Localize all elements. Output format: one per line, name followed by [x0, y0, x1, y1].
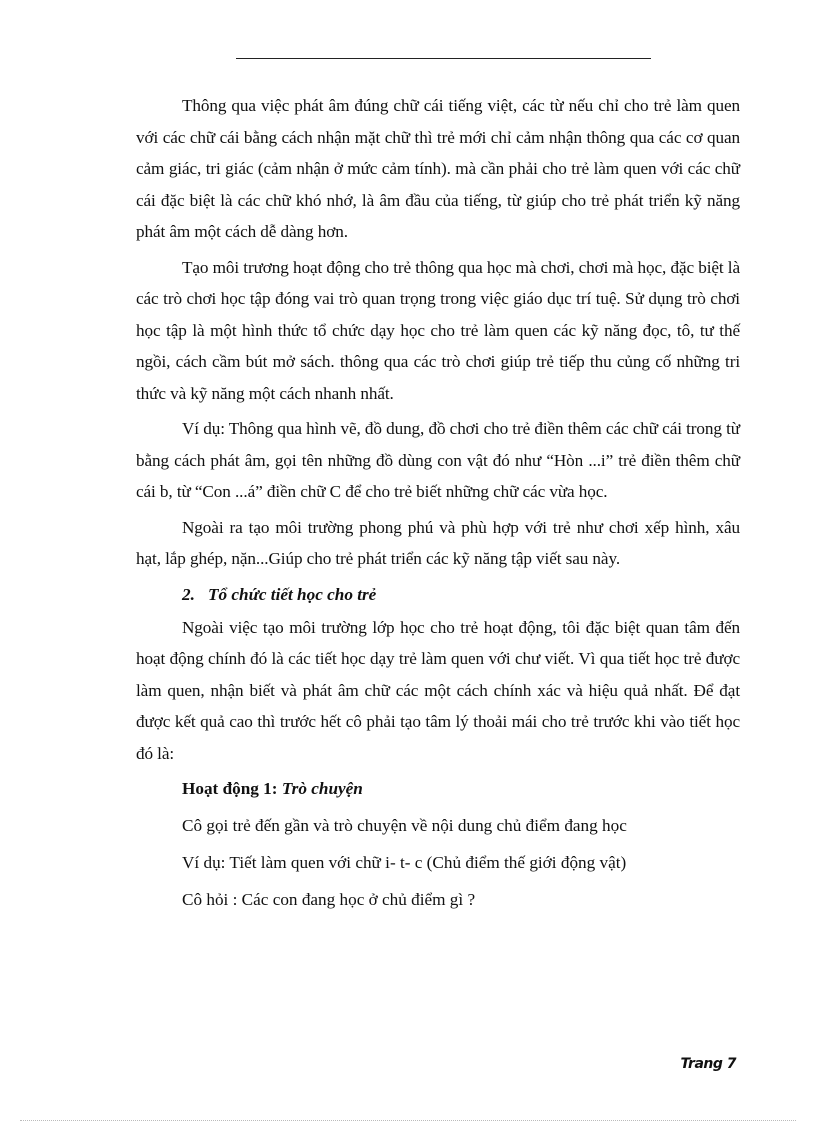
paragraph-environment: Tạo môi trương hoạt động cho trẻ thông qua học mà chơi, chơi mà học, đặc biệt là các trò chơi học tập đóng vai trò quan trọng trong việc giáo dục trí tuệ. Sử dụng trò chơi học tập là một hình thức tổ chức dạy học cho trẻ làm quen các kỹ năng đọc, tô, tư thế ngồi, cách cầm bút mở sách. thông qua các trò chơi giúp trẻ tiếp thu củng cố những tri thức và kỹ năng một cách nhanh nhất.: [136, 257, 740, 403]
paragraph-lesson-organization: Ngoài việc tạo môi trường lớp học cho trẻ hoạt động, tôi đặc biệt quan tâm đến hoạt động chính đó là các tiết học dạy trẻ làm quen với chư viết. Vì qua tiết học trẻ được làm quen, nhận biết và phát âm chữ các một cách chính xác và hiệu quả nhất. Để đạt được kết quả cao thì trước hết cô phải tạo tâm lý thoải mái cho trẻ trước khi vào tiết học đó là:: [136, 617, 740, 763]
activity-heading: [136, 773, 740, 804]
page-bottom-border: [20, 1120, 796, 1121]
activity-colon: :: [271, 779, 282, 798]
activity-label: Hoạt động 1: [182, 779, 272, 798]
body-text: [136, 90, 740, 921]
activity-title: Trò chuyện: [281, 779, 363, 798]
page-number: Trang 7: [680, 1056, 736, 1072]
paragraph-phonetics: Thông qua việc phát âm đúng chữ cái tiếng việt, các từ nếu chỉ cho trẻ làm quen với các chữ cái bằng cách nhận mặt chữ thì trẻ mới chỉ cảm nhận thông qua các cơ quan cảm giác, tri giác (cảm nhận ở mức cảm tính). mà cần phải cho trẻ làm quen với các chữ cái đặc biệt là các chữ khó nhớ, là âm đầu của tiếng, từ giúp cho trẻ phát triển kỹ năng phát âm một cách dễ dàng hơn.: [136, 96, 740, 241]
section-heading: [136, 579, 740, 610]
paragraph-additional: Ngoài ra tạo môi trường phong phú và phù hợp với trẻ như chơi xếp hình, xâu hạt, lắp ghép, nặn...Giúp cho trẻ phát triển các kỹ năng tập viết sau này.: [136, 517, 740, 568]
paragraph-example: Ví dụ: Thông qua hình vẽ, đồ dung, đồ chơi cho trẻ điền thêm các chữ cái trong từ bằng cách phát âm, gọi tên những đồ dùng con vật đó như “Hòn ...i” trẻ điền thêm chữ cái b, từ “Con ...á” điền chữ C để cho trẻ biết những chữ các vừa học.: [136, 419, 740, 501]
activity-line-example: Ví dụ: Tiết làm quen với chữ i- t- c (Chủ điểm thế giới động vật): [182, 853, 627, 872]
activity-line-question: Cô hỏi : Các con đang học ở chủ điểm gì ?: [182, 890, 476, 909]
activity-line-call: Cô gọi trẻ đến gần và trò chuyện về nội dung chủ điểm đang học: [182, 816, 627, 835]
section-title: Tổ chức tiết học cho trẻ: [208, 584, 377, 604]
section-number: 2.: [182, 584, 195, 604]
header-rule: [236, 58, 651, 59]
